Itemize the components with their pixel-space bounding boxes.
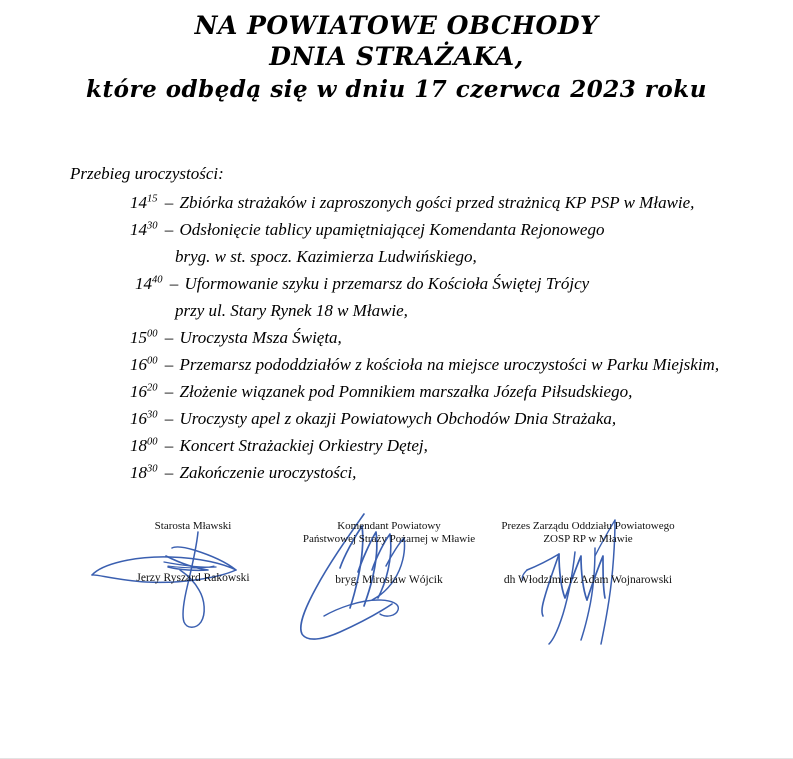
- program-item-text: Przemarsz pododdziałów z kościoła na miejsce uroczystości w Parku Miejskim,: [179, 355, 720, 374]
- program-item-time: [130, 409, 158, 428]
- program-item-minutes: 30: [147, 220, 158, 232]
- program-item-dash: –: [164, 463, 174, 482]
- program-item: [0, 324, 793, 351]
- program-item-text: przy ul. Stary Rynek 18 w Mławie,: [175, 301, 408, 320]
- program-item-time: [130, 463, 158, 482]
- program-list: [0, 189, 793, 486]
- program-item-hour: 14: [130, 193, 147, 212]
- program-item-minutes: 00: [147, 328, 158, 340]
- program-item-hour: 16: [130, 382, 147, 401]
- program-item-text: Uroczysty apel z okazji Powiatowych Obchodów Dnia Strażaka,: [179, 409, 617, 428]
- program-item: [0, 216, 793, 243]
- signature-title-line-2: Państwowej Straży Pożarnej w Mławie: [302, 533, 476, 545]
- program-item-text: bryg. w st. spocz. Kazimierza Ludwińskiego,: [175, 247, 477, 266]
- program-item-minutes: 30: [147, 463, 158, 475]
- program-item-dash: –: [169, 274, 179, 293]
- program-item-row: [130, 216, 604, 243]
- program-item: [0, 351, 793, 378]
- program-item-time: [130, 220, 158, 239]
- program-item-dash: –: [164, 436, 174, 455]
- program-item-text: Koncert Strażackiej Orkiestry Dętej,: [179, 436, 428, 455]
- title-line-2: DNIA STRAŻAKA,: [269, 42, 524, 71]
- program-item-dash: –: [164, 382, 174, 401]
- program-heading: Przebieg uroczystości:: [70, 164, 224, 183]
- signature-title-line-2: ZOSP RP w Mławie: [543, 533, 633, 545]
- signature-title-line-1: Prezes Zarządu Oddziału Powiatowego: [501, 520, 675, 532]
- program-item-row: [130, 432, 428, 459]
- program-item-time: [135, 274, 163, 293]
- program-item-minutes: 30: [147, 409, 158, 421]
- program-item-dash: –: [164, 220, 174, 239]
- program-item-row: [175, 243, 477, 270]
- program-item-row: [130, 459, 356, 486]
- program-item-row: [135, 270, 589, 297]
- program-item-hour: 14: [130, 220, 147, 239]
- signature-block-prezes: [463, 520, 713, 586]
- program-item-row: [130, 189, 694, 216]
- program-item-time: [130, 382, 158, 401]
- program-item-time: [130, 436, 158, 455]
- signature-name: dh Włodzimierz Adam Wojnarowski: [503, 574, 673, 586]
- program-item-minutes: 00: [147, 355, 158, 367]
- program-item-row: [130, 324, 342, 351]
- signature-title-line-1: Komendant Powiatowy: [337, 520, 441, 532]
- program-item-continuation: [0, 243, 793, 270]
- program-item-minutes: 15: [147, 193, 158, 205]
- signature-name: Jerzy Ryszard Rakowski: [136, 572, 250, 584]
- program-item: [0, 270, 793, 297]
- program-item-minutes: 20: [147, 382, 158, 394]
- program-item-text: Złożenie wiązanek pod Pomnikiem marszałka Józefa Piłsudskiego,: [179, 382, 633, 401]
- program-item-hour: 18: [130, 463, 147, 482]
- document-title: [0, 10, 793, 107]
- program-item-continuation: [0, 297, 793, 324]
- signature-name: bryg. Mirosław Wójcik: [335, 574, 443, 586]
- signature-section: [0, 520, 793, 660]
- program-item: [0, 189, 793, 216]
- program-item: [0, 405, 793, 432]
- program-item-text: Zakończenie uroczystości,: [179, 463, 357, 482]
- program-item-hour: 15: [130, 328, 147, 347]
- program-item-row: [130, 378, 632, 405]
- program-item-time: [130, 328, 158, 347]
- program-item: [0, 432, 793, 459]
- program-item-dash: –: [164, 355, 174, 374]
- program-item-row: [175, 297, 408, 324]
- program-item-hour: 18: [130, 436, 147, 455]
- program-item: [0, 378, 793, 405]
- signature-title-line-1: Starosta Mławski: [154, 520, 232, 532]
- title-line-3: które odbędą się w dniu 17 czerwca 2023 roku: [86, 76, 707, 103]
- program-item-dash: –: [164, 328, 174, 347]
- program-item-dash: –: [164, 193, 174, 212]
- program-item-text: Uformowanie szyku i przemarsz do Kościoła Świętej Trójcy: [184, 274, 590, 293]
- program-item-row: [130, 405, 616, 432]
- signature-title: [463, 520, 713, 546]
- program-item-time: [130, 355, 158, 374]
- program-item-text: Odsłonięcie tablicy upamiętniającej Komendanta Rejonowego: [179, 220, 605, 239]
- program-item-dash: –: [164, 409, 174, 428]
- program-item-text: Zbiórka strażaków i zaproszonych gości przed strażnicą KP PSP w Mławie,: [179, 193, 695, 212]
- program-item-row: [130, 351, 719, 378]
- program-item-time: [130, 193, 158, 212]
- program-item-minutes: 40: [152, 274, 163, 286]
- program-item-text: Uroczysta Msza Święta,: [179, 328, 342, 347]
- program-item-hour: 16: [130, 355, 147, 374]
- title-line-1: NA POWIATOWE OBCHODY: [194, 11, 599, 40]
- program-item-hour: 16: [130, 409, 147, 428]
- program-item-hour: 14: [135, 274, 152, 293]
- program-item-minutes: 00: [147, 436, 158, 448]
- program-item: [0, 459, 793, 486]
